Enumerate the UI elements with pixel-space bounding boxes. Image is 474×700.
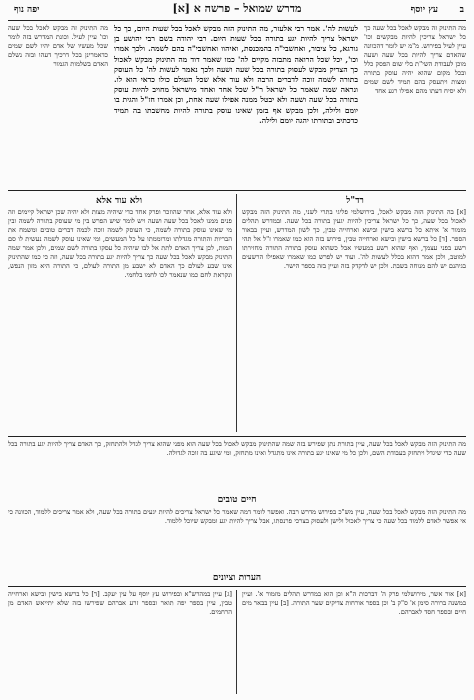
page-number: ב (459, 5, 464, 15)
section-title-left: ולא עוד אלא (95, 196, 143, 206)
notes-left-column: [ג] עיין במהרש"א ובפירוש עץ יוסף על עין יעקב. [ד] כל ברשא בישין ובישא וארחייה טבין, עיין בספר יפה תואר ובספר זרע אברהם שפירשו בזה שלא יתייאש האדם מן הרחמים. (8, 590, 232, 616)
header-right-title: עץ יוסף (410, 5, 438, 15)
page-header (8, 2, 466, 18)
rdl-commentary: [א] בה התינוק הזה מבקש לאכל, בירושלמי פליגי בתרי לשני, מה התינוק הזה מבקש לאכול בכל שעה, כך כל ישראל צריכין להיות יגעין בתורה בכל שעה. ובמדרש תהלים מזמור א' איתא כל ברשא בישין ובישא וארחייה טבין, כך לשון המדרש, ועיין בבאור הספר. [ד] כל ברשא בישין ובישא וארחייה טבין, פירוש בזה הוא כמו שאמרו ז"ל אל תהי רשע בפני עצמך, ואף שהוא רשע במעשיו אבל כשהוא עוסק בתורה התורה מחזירתו למוטב, ולכן אמר דהוא בכלל לעשות לה'. ועוד יש לפרש כמו שאמרו שאפילו הרשעים בגיהנם יש להם מנוחה בשבת. ולכן יש לדקדק בזה ועיין בזה בספר הישר. (242, 208, 466, 270)
section-title-chaim-tovim: חיים טובים (217, 495, 257, 505)
chaim-tovim-commentary: מה התינוק הזה מבקש לאכל בכל שעה, עיין מש"כ בפירוש מדרש רבה. ואפשר לומר דמה שאמר כל ישראל צריכים להיות יגעים בתורה בכל שעה, ולא אמר צריכים ללמוד, הכוונה כי אי אפשר לאדם ללמוד בכל שעה כי צריך לאכול ולישן ולעסוק בצרכי פרנסתו, אבל צריך להיות יגע ומבקש שיוכל ללמוד. (8, 508, 466, 525)
notes-rule (8, 586, 466, 587)
header-center-title: מדרש שמואל – פרשה א [א] (172, 2, 302, 15)
header-rule (8, 20, 466, 21)
right-commentary-column: מה התינוק זה מבקש לאכל בכל שעה כך כל ישראל צריכין להיות מבקשים וכו' עיין לעיל בפירוש. מ"מ יש לומר דהכוונה שהאדם צריך להיות בכל שעה ושעה מוכן לעבודת השי"ת בלי שום הפסק כלל ובכל מקום שהוא יהיה עוסק בתורה ומצות ויתעסק בהם תמיד לשם שמים ולא יסיח דעתו מהם אפילו רגע אחד (364, 24, 466, 95)
notes-divider (236, 590, 237, 694)
column-divider (236, 194, 237, 432)
main-text: לעשות לה'. אמר רבי אלעזר, מה התינוק הזה מבקש לאכל בכל שעות היום, כך כל ישראל צריך להיות יגע בתורה בכל שעות היום. רבי יהודה בשם רבי יהושע בן גורגא, כל ציבור, ואחשבי"ה בהמכנסת, ואיהוו ואחשבי"ה בהם לשמה. ולכך אמרו וכו', יכל שכל הרואה מתבזה מקיים לה' כמו שאמר דוד מה התינוק מבקש לאכול כך הצדיק מבקש לעסוק בתורה בכל שעה ושעה ולכך נאמר לעשות לה' כל העוסק בתורה לשמה זוכה לדברים הרבה ולא עוד אלא שכל העולם כולו כדאי הוא לו. ונראה שמה שאמר כל ישראל ר"ל שכל אחד ואחד מישראל מחויב להיות עוסק בתורה בכל שעה ושעה ולא יבטל ממנה אפילו שעה אחת, וכן אמרו חז"ל והגית בו יומם ולילה, ולכן מבקש אף בזמן שאינו עוסק בתורה להיות מחשבתו בה תמיד כדכתיב ובתורתו יהגה יומם ולילה. (114, 24, 358, 125)
left-commentary: ולא עוד אלא, אחר שהוזכר ופרק אחד כדי שיהיה מצות ולא יהיה שכן ישראל קיימים וזה פנים ממנו לאכל בכל שעה ושעה ויש לומר שיש הפרש בין מי שעוסק בתורה לשמה ובין מי שאינו עוסק בתורה לשמה, כי העוסק לשמה זוכה לכמה דברים טובים ומשמח את הבריות והתורה מגדלתו ומרוממתו על כל המעשים, ומי שאינו עוסק לשמה נעשית לו סם המות, לכן צריך האדם לתת אל לבו שיהיה כל עסקו בתורה לשם שמים, ולכן אמר שמה התינוק מבקש לאכל בכל שעה כך צריך להיות יגע בתורה בכל שעה, וזה כי כמו שהתינוק אינו שבע לעולם כך האדם לא ישבע מן התורה לעולם, כי התורה היא מזון הנפש, ונקראת לחם כמו שנאמר לכו לחמו בלחמי. (8, 208, 232, 279)
left-commentary-column: מה התינוק זה מבקש לאכל בכל שעה וכו' עיין לעיל. וכונת המדרש בזה לומר שכל מעשיו של אדם יהיו לשם שמים כדאמרינן בכל דרכיך דעהו ובזה נשלם האדם בשלמות הגמור (8, 24, 108, 68)
rule-2 (8, 436, 466, 437)
section-title-notes: הערות וציונים (212, 573, 262, 583)
full-width-commentary: מה התינוק הזה מבקש לאכל בכל שעה, עיין בתורת נתן שפירש בזה שמה שהתינוק מבקש לאכול בכל שעה הוא מפני שהוא צריך לגדל ולהתחזק, כך האדם צריך להיות יגע בתורה בכל שעה כדי שיגדל ויתחזק בעבודת השם, ולכן כל מי שאינו יגע בתורה אינו מתגדל ואינו מתחזק, ומי שיגע בה זוכה לגדולה. (8, 440, 466, 457)
section-title-rdl: רד"ל (346, 196, 364, 206)
header-left-title: יפה נוף (14, 5, 40, 15)
notes-right-column: [א] אור אשר, מירושלמי פרק ה' דברכות ה"א וכן הוא במדרש תהלים מזמור א'. ועיין במשנה ברורה סימן א' ס"ק ב' וכן בספר אורחות צדיקים שער התורה. [ב] עיין בבאר מים חיים ובספר חסד לאברהם. (242, 590, 466, 616)
main-rule (8, 190, 466, 191)
